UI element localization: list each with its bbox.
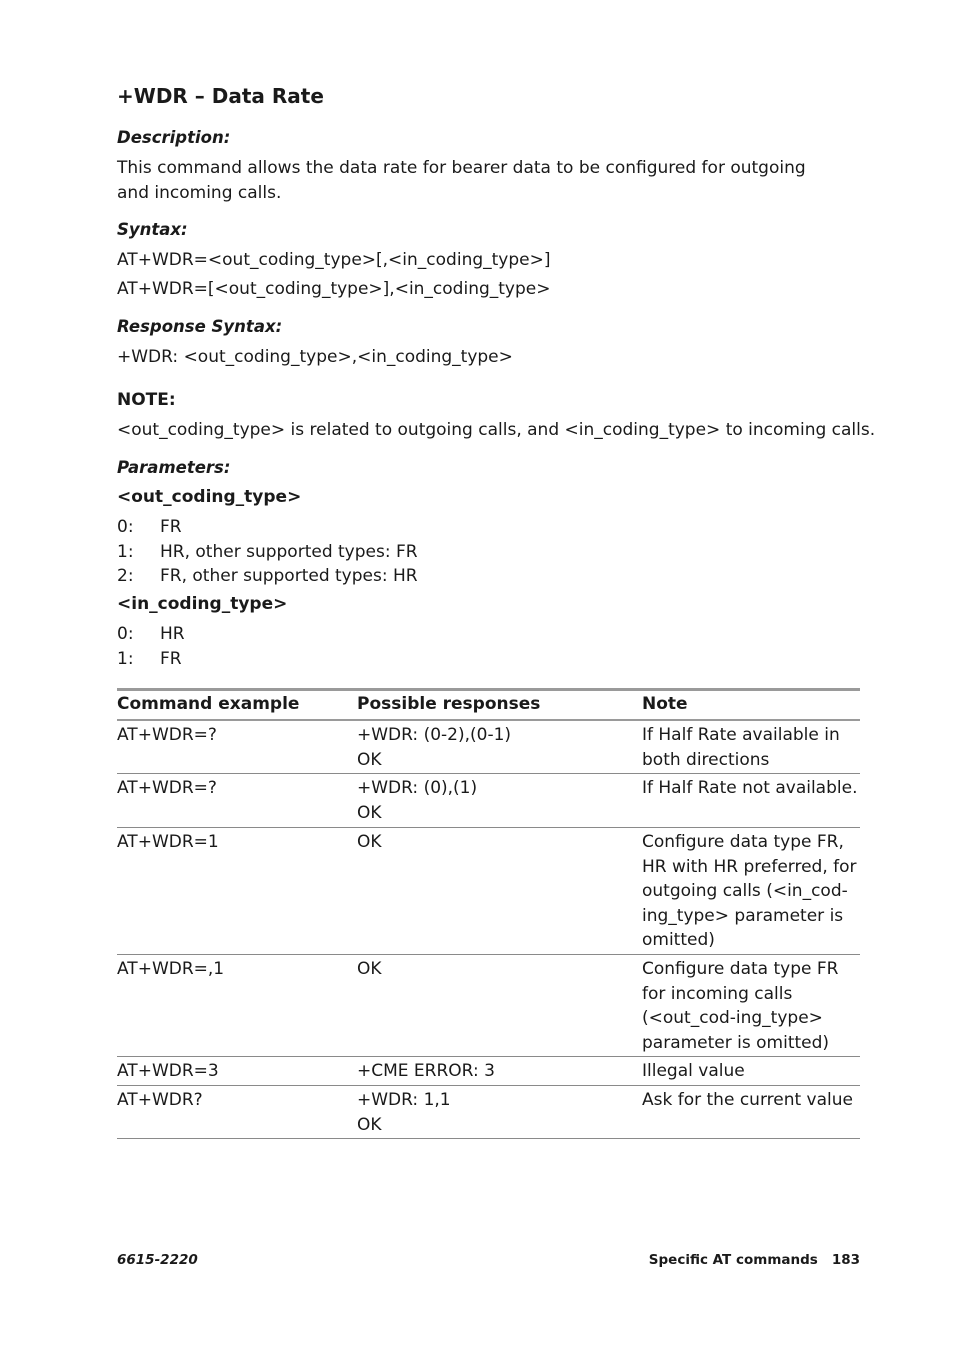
response-syntax-label: Response Syntax:: [117, 317, 283, 336]
in-value-1-text: FR: [160, 649, 182, 669]
cell-command: AT+WDR=?: [117, 725, 217, 745]
cell-command: AT+WDR=?: [117, 778, 217, 798]
table-row: [117, 1057, 860, 1086]
parameters-label: Parameters:: [117, 458, 231, 477]
table-row: [117, 955, 860, 1057]
in-value-1-num: 1:: [117, 649, 134, 669]
cell-note: Configure data type FR, HR with HR preferred, for outgoing calls (<in_cod-ing_type> parameter is omitted): [642, 832, 857, 950]
out-value-0-text: FR: [160, 517, 182, 537]
note-text: <out_coding_type> is related to outgoing calls, and <in_coding_type> to incoming calls.: [117, 420, 876, 440]
cell-command: AT+WDR=1: [117, 832, 219, 852]
out-value-0-num: 0:: [117, 517, 134, 537]
footer-chapter: Specific AT commands: [648, 1252, 818, 1268]
cell-command: AT+WDR=,1: [117, 959, 225, 979]
out-coding-type-param: <out_coding_type>: [117, 487, 302, 507]
header-command-example: Command example: [117, 694, 300, 714]
cell-response: +CME ERROR: 3: [357, 1061, 495, 1081]
cell-note: If Half Rate not available.: [642, 778, 858, 798]
out-value-1-num: 1:: [117, 542, 134, 562]
cell-command: AT+WDR=3: [117, 1061, 219, 1081]
response-syntax-line: +WDR: <out_coding_type>,<in_coding_type>: [117, 347, 513, 367]
cell-response: OK: [357, 959, 382, 979]
out-value-2-text: FR, other supported types: HR: [160, 566, 418, 586]
syntax-line-2: AT+WDR=[<out_coding_type>],<in_coding_type>: [117, 279, 551, 299]
table-row: [117, 828, 860, 955]
cell-response: +WDR: 1,1 OK: [357, 1090, 451, 1135]
in-value-0-text: HR: [160, 624, 185, 644]
table-row: [117, 1086, 860, 1139]
in-coding-type-param: <in_coding_type>: [117, 594, 288, 614]
command-table: [117, 688, 860, 1139]
table-header-row: [117, 691, 860, 721]
note-label: NOTE:: [117, 390, 176, 410]
footer-chapter-page: [649, 1252, 860, 1268]
header-note: Note: [642, 694, 688, 714]
out-value-1-text: HR, other supported types: FR: [160, 542, 418, 562]
cell-response: +WDR: (0-2),(0-1) OK: [357, 725, 512, 770]
cell-note: Configure data type FR for incoming calls (<out_cod-ing_type> parameter is omitted): [642, 959, 839, 1053]
syntax-label: Syntax:: [117, 220, 188, 239]
footer-doc-number: 6615-2220: [117, 1252, 198, 1268]
description-text: This command allows the data rate for bearer data to be configured for outgoing and incoming calls.: [117, 158, 806, 203]
syntax-line-1: AT+WDR=<out_coding_type>[,<in_coding_type>]: [117, 250, 551, 270]
footer-page-number: 183: [831, 1252, 860, 1268]
description-label: Description:: [117, 128, 231, 147]
section-title: +WDR – Data Rate: [117, 84, 324, 108]
cell-command: AT+WDR?: [117, 1090, 203, 1110]
table-row: [117, 774, 860, 828]
cell-note: If Half Rate available in both directions: [642, 725, 840, 770]
header-possible-responses: Possible responses: [357, 694, 541, 714]
cell-response: OK: [357, 832, 382, 852]
cell-response: +WDR: (0),(1) OK: [357, 778, 478, 823]
cell-note: Ask for the current value: [642, 1090, 853, 1110]
in-value-0-num: 0:: [117, 624, 134, 644]
out-value-2-num: 2:: [117, 566, 134, 586]
table-row: [117, 721, 860, 774]
cell-note: Illegal value: [642, 1061, 745, 1081]
